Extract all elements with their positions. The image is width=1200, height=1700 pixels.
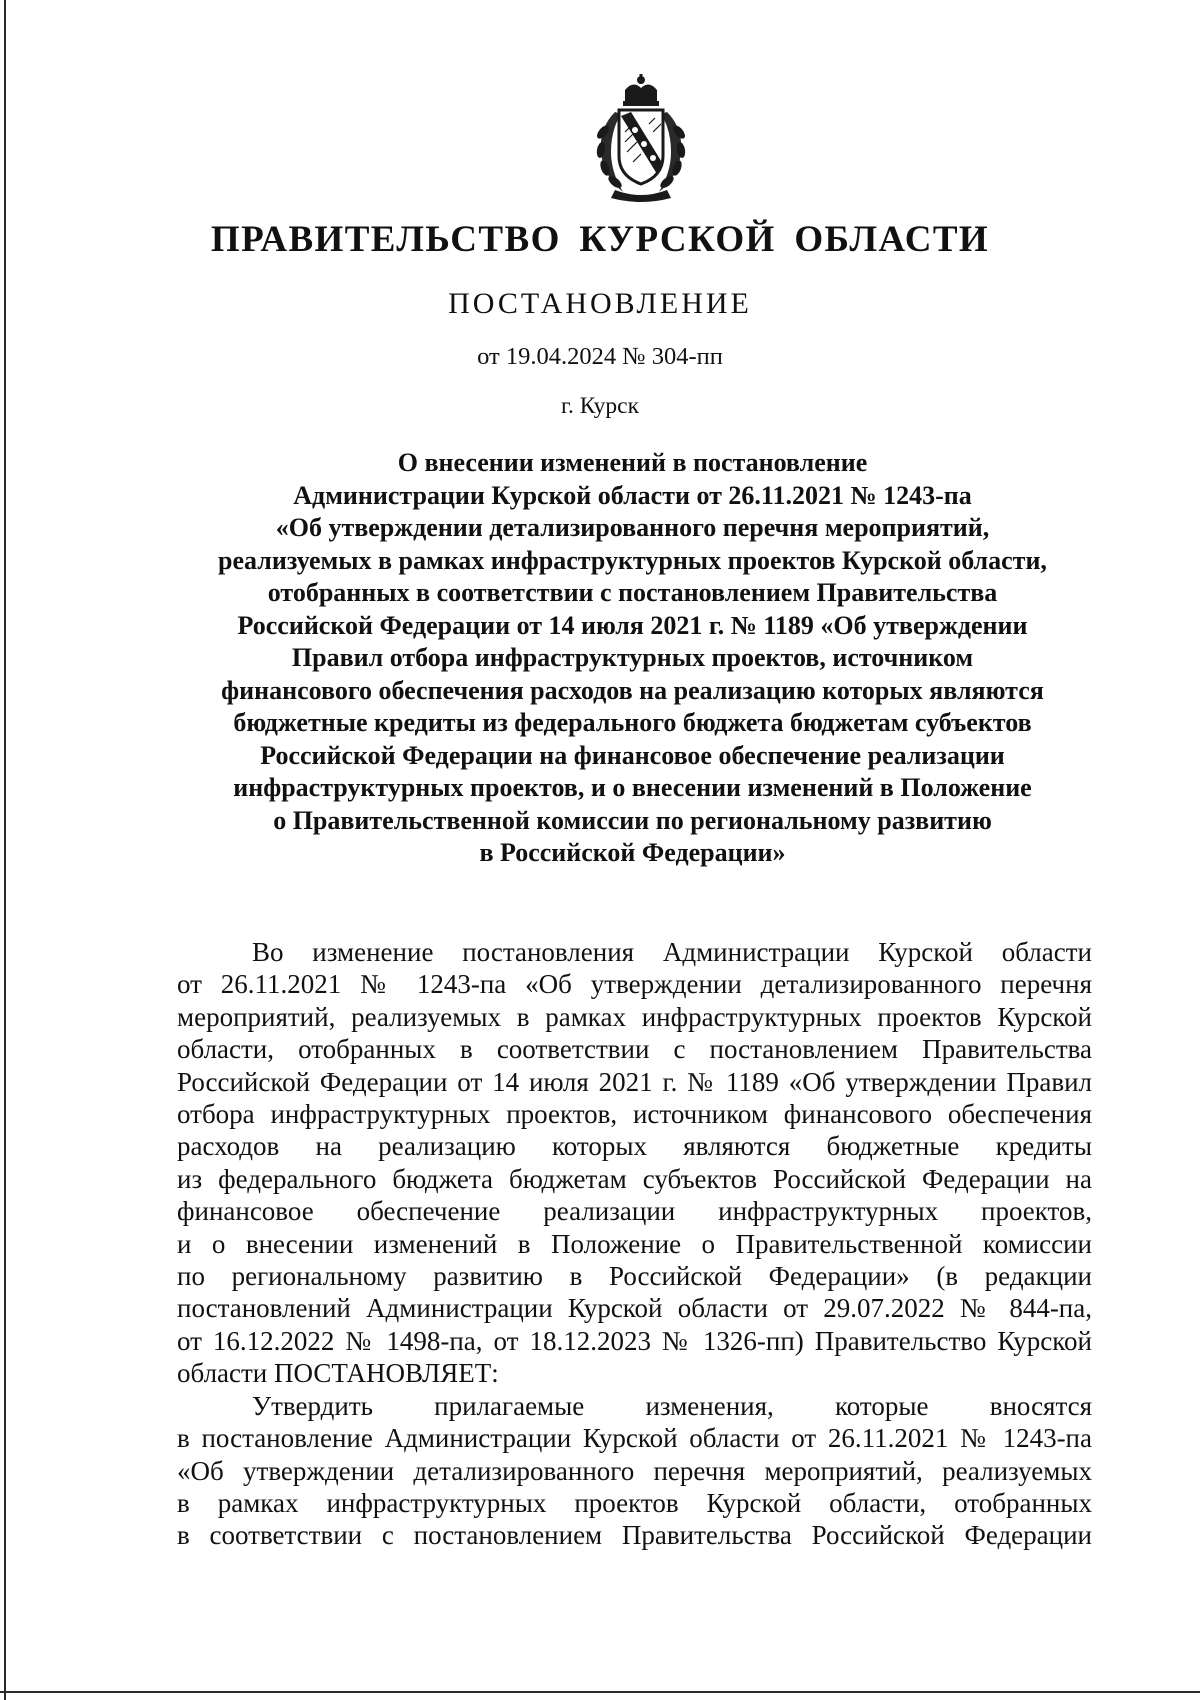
scan-edge-bottom [0, 1691, 1200, 1693]
body-line: в рамках инфраструктурных проектов Курской области, отобранных [177, 1487, 1092, 1518]
body-line: постановлений Администрации Курской области от 29.07.2022 № 844-па, [177, 1293, 1092, 1324]
body-line: расходов на реализацию которых являются бюджетные кредиты [177, 1131, 1092, 1162]
document-subject [160, 447, 1105, 870]
body-line: Во изменение постановления Администрации Курской области [252, 937, 1092, 967]
body-line: Утвердить прилагаемые изменения, которые вносятся [252, 1390, 1092, 1421]
subject-line: Российской Федерации от 14 июля 2021 г. № 1189 «Об утверждении [237, 610, 1028, 640]
subject-line: Администрации Курской области от 26.11.2021 № 1243-па [293, 480, 972, 510]
body-line: «Об утверждении детализированного перечня мероприятий, реализуемых [177, 1455, 1092, 1486]
subject-line: о Правительственной комиссии по региональному развитию [273, 805, 992, 835]
government-title: ПРАВИТЕЛЬСТВО КУРСКОЙ ОБЛАСТИ [210, 219, 990, 260]
body-line: отбора инфраструктурных проектов, источником финансового обеспечения [177, 1099, 1092, 1130]
subject-line: инфраструктурных проектов, и о внесении изменений в Положение [233, 773, 1032, 802]
subject-line: Правил отбора инфраструктурных проектов, источником [291, 643, 974, 672]
subject-line: отобранных в соответствии с постановлением Правительства [267, 578, 998, 607]
document-number: от 19.04.2024 № 304-пп [477, 343, 723, 370]
subject-line: бюджетные кредиты из федерального бюджета бюджетам субъектов [233, 708, 1032, 737]
body-line: мероприятий, реализуемых в рамках инфраструктурных проектов Курской [177, 1001, 1092, 1032]
body-line: области, отобранных в соответствии с постановлением Правительства [177, 1034, 1092, 1065]
subject-line: О внесении изменений в постановление [397, 448, 868, 477]
subject-line: в Российской Федерации» [479, 838, 786, 867]
subject-line: финансового обеспечения расходов на реализацию которых являются [221, 675, 1044, 705]
coat-of-arms-icon [575, 72, 707, 204]
subject-line: реализуемых в рамках инфраструктурных проектов Курской области, [218, 545, 1047, 575]
body-line: области ПОСТАНОВЛЯЕТ: [177, 1358, 499, 1389]
document-city: г. Курск [561, 393, 639, 419]
body-line: от 26.11.2021 № 1243-па «Об утверждении детализированного перечня [177, 969, 1092, 1000]
subject-line: Российской Федерации на финансовое обеспечение реализации [260, 740, 1005, 770]
document-body [177, 936, 1092, 1552]
document-type: ПОСТАНОВЛЕНИЕ [448, 287, 752, 320]
body-line: в соответствии с постановлением Правительства Российской Федерации [177, 1520, 1092, 1551]
body-line: Российской Федерации от 14 июля 2021 г. № 1189 «Об утверждении Правил [177, 1066, 1092, 1097]
body-line: финансовое обеспечение реализации инфраструктурных проектов, [177, 1196, 1092, 1227]
body-line: от 16.12.2022 № 1498-па, от 18.12.2023 № 1326-пп) Правительство Курской [177, 1325, 1092, 1356]
body-line: из федерального бюджета бюджетам субъектов Российской Федерации на [177, 1163, 1092, 1194]
subject-line: «Об утверждении детализированного перечня мероприятий, [275, 513, 990, 542]
body-line: в постановление Администрации Курской области от 26.11.2021 № 1243-па [177, 1423, 1092, 1454]
body-line: по региональному развитию в Российской Федерации» (в редакции [177, 1261, 1092, 1292]
body-line: и о внесении изменений в Положение о Правительственной комиссии [177, 1228, 1092, 1259]
